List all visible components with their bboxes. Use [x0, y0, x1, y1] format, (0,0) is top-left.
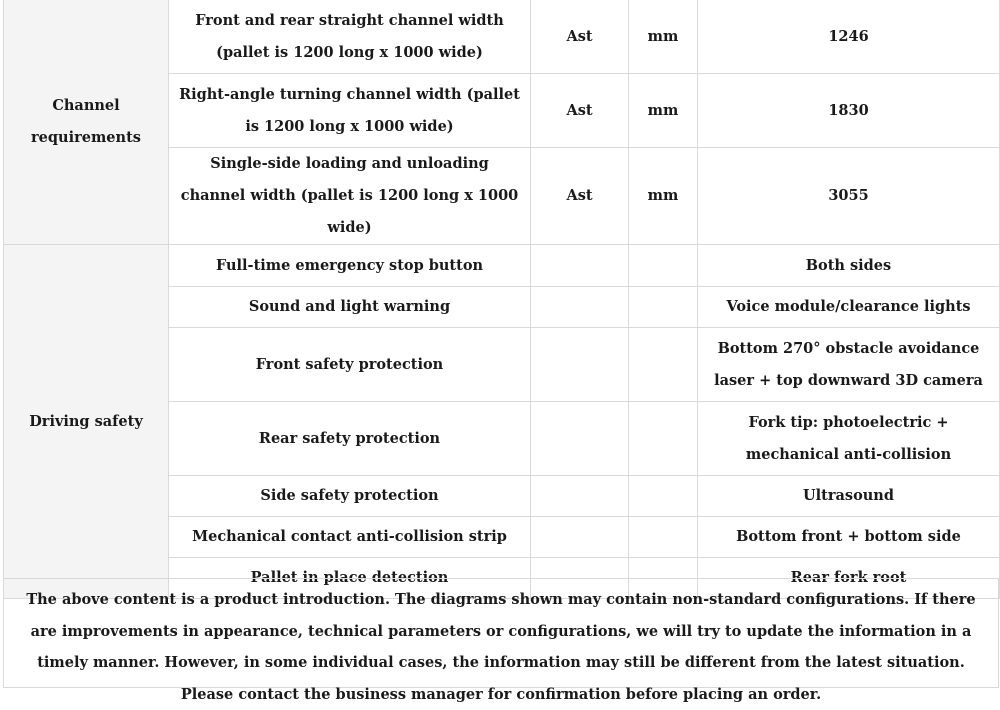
code-cell: Ast — [531, 148, 629, 245]
item-cell: Mechanical contact anti-collision strip — [169, 517, 531, 558]
value-cell: Rear fork root — [698, 558, 1000, 599]
code-cell — [531, 287, 629, 328]
code-cell — [531, 517, 629, 558]
spec-table — [3, 0, 1000, 599]
unit-cell — [629, 402, 698, 476]
value-cell: Bottom 270° obstacle avoidance laser + top downward 3D camera — [698, 328, 1000, 402]
unit-cell — [629, 245, 698, 287]
table-row — [4, 245, 1000, 287]
code-cell — [531, 476, 629, 517]
unit-cell: mm — [629, 74, 698, 148]
item-cell: Front and rear straight channel width (pallet is 1200 long x 1000 wide) — [169, 0, 531, 74]
group-label-driving-safety: Driving safety — [4, 245, 169, 599]
unit-cell — [629, 328, 698, 402]
value-cell: Both sides — [698, 245, 1000, 287]
item-cell: Front safety protection — [169, 328, 531, 402]
code-cell — [531, 328, 629, 402]
value-cell: 1246 — [698, 0, 1000, 74]
table-row — [4, 0, 1000, 74]
unit-cell — [629, 287, 698, 328]
code-cell: Ast — [531, 74, 629, 148]
value-cell: 3055 — [698, 148, 1000, 245]
unit-cell: mm — [629, 0, 698, 74]
unit-cell: mm — [629, 148, 698, 245]
item-cell: Single-side loading and unloading channel width (pallet is 1200 long x 1000 wide) — [169, 148, 531, 245]
item-cell: Pallet in place detection — [169, 558, 531, 599]
unit-cell — [629, 517, 698, 558]
value-cell: Ultrasound — [698, 476, 1000, 517]
value-cell: 1830 — [698, 74, 1000, 148]
value-cell: Voice module/clearance lights — [698, 287, 1000, 328]
code-cell — [531, 402, 629, 476]
unit-cell — [629, 476, 698, 517]
item-cell: Rear safety protection — [169, 402, 531, 476]
item-cell: Side safety protection — [169, 476, 531, 517]
code-cell — [531, 245, 629, 287]
item-cell: Full-time emergency stop button — [169, 245, 531, 287]
item-cell: Sound and light warning — [169, 287, 531, 328]
value-cell: Fork tip: photoelectric + mechanical anti-collision — [698, 402, 1000, 476]
value-cell: Bottom front + bottom side — [698, 517, 1000, 558]
footer-disclaimer: The above content is a product introduction. The diagrams shown may contain non-standard configurations. If there are improvements in appearance, technical parameters or configurations, we will try to update the information in a timely manner. However, in some individual cases, the information may still be different from the latest situation. Please contact the business manager for confirmation before placing an order. — [3, 578, 999, 688]
item-cell: Right-angle turning channel width (pallet is 1200 long x 1000 wide) — [169, 74, 531, 148]
group-label-channel-requirements: Channel requirements — [4, 0, 169, 245]
code-cell: Ast — [531, 0, 629, 74]
